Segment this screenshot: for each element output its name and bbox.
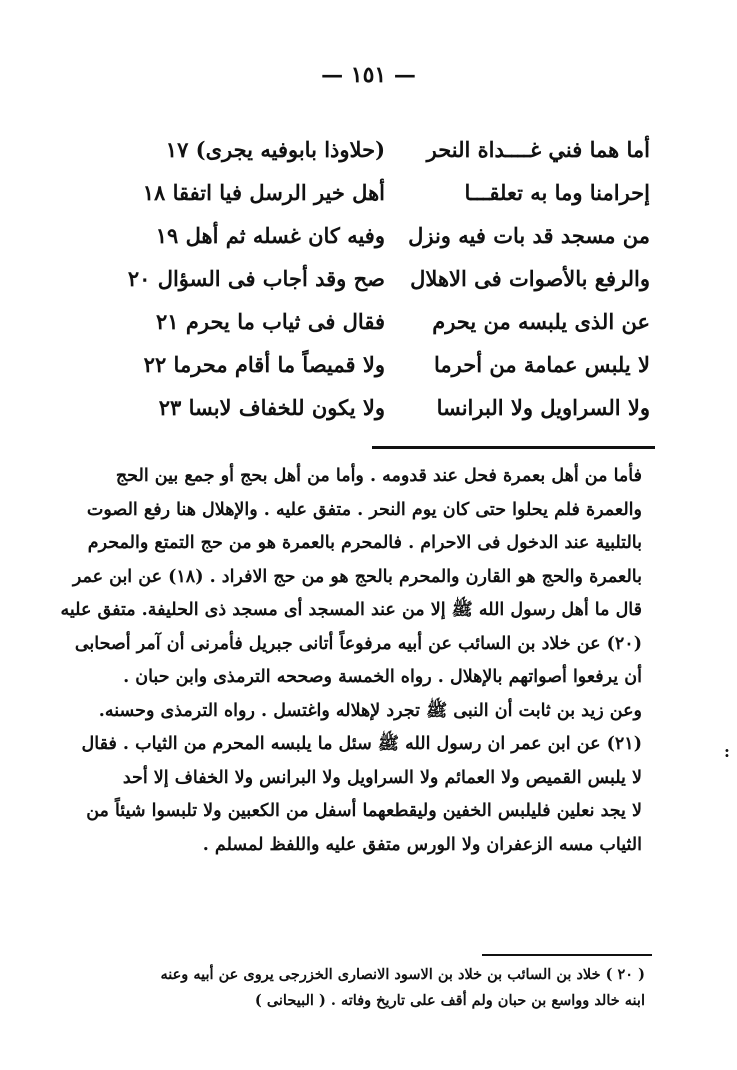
verse-first-hemistich: عن الذى يلبسه من يحرم: [432, 309, 650, 334]
verse-second-hemistich: وفيه كان غسله ثم أهل ١٩: [155, 223, 385, 248]
commentary-line: لا يجد نعلين فليلبس الخفين وليقطعهما أسفل من الكعبين ولا تلبسوا شيئاً من: [86, 801, 642, 821]
commentary-line: (٢٠) عن خلاد بن السائب عن أبيه مرفوعاً أتانى جبريل فأمرنى أن آمر أصحابى: [74, 633, 642, 654]
commentary-line: قال ما أهل رسول الله ﷺ إلا من عند المسجد أى مسجد ذى الحليفة. متفق عليه: [60, 600, 642, 620]
footnote-block: [160, 962, 645, 1014]
commentary-line: لا يلبس القميص ولا العمائم ولا السراويل ولا البرانس ولا الخفاف إلا أحد: [122, 767, 642, 788]
commentary-line: (٢١) عن ابن عمر ان رسول الله ﷺ سئل ما يلبسه المحرم من الثياب . فقال: [81, 734, 642, 754]
verse-second-hemistich: فقال فى ثياب ما يحرم ٢١: [156, 309, 385, 334]
verse-first-hemistich: لا يلبس عمامة من أحرما: [434, 352, 650, 377]
footnote-line: ( ٢٠ ) خلاد بن السائب بن خلاد بن الاسود الانصارى الخزرجى يروى عن أبيه وعنه: [160, 966, 645, 983]
poem-block: [127, 128, 650, 429]
verse-first-hemistich: ولا السراويل ولا البرانسا: [436, 395, 650, 420]
verse-first-hemistich: إحرامنا وما به تعلقـــا: [464, 180, 650, 205]
verse-second-hemistich: أهل خير الرسل فيا اتفقا ١٨: [142, 180, 385, 205]
margin-mark: :: [724, 742, 730, 761]
verse-first-hemistich: والرفع بالأصوات فى الاهلال: [410, 266, 650, 291]
commentary-line: أن يرفعوا أصواتهم بالإهلال . رواه الخمسة وصححه الترمذى وابن حبان .: [123, 667, 642, 687]
verse: [143, 343, 650, 386]
verse: [150, 128, 650, 171]
verse: [127, 257, 650, 300]
verse: [142, 171, 650, 214]
verse: [150, 214, 650, 257]
commentary-line: بالعمرة والحج هو القارن والمحرم بالحج هو من حج الافراد . (١٨) عن ابن عمر: [72, 566, 642, 587]
page-number: — ١٥١ —: [321, 62, 416, 88]
commentary-line: والعمرة فلم يحلوا حتى كان يوم النحر . متفق عليه . والإهلال هنا رفع الصوت: [86, 499, 642, 520]
verse-second-hemistich: ولا يكون للخفاف لابسا ٢٣: [158, 395, 385, 420]
verse-second-hemistich: (حلاوذا بابوفيه يجرى) ١٧: [165, 137, 385, 162]
verse-first-hemistich: من مسجد قد بات فيه ونزل: [408, 223, 650, 248]
footnote-divider-rule: [482, 954, 652, 956]
commentary-line: وعن زيد بن ثابت أن النبى ﷺ تجرد لإهلاله واغتسل . رواه الترمذى وحسنه.: [98, 700, 642, 721]
poem-divider-rule: [372, 446, 655, 449]
verse-second-hemistich: صح وقد أجاب فى السؤال ٢٠: [127, 266, 385, 291]
commentary-line: بالتلبية عند الدخول فى الاحرام . فالمحرم بالعمرة هو من حج التمتع والمحرم: [87, 533, 642, 553]
commentary-block: [60, 460, 642, 862]
verse: [150, 386, 650, 429]
commentary-line: فأما من أهل بعمرة فحل عند قدومه . وأما من أهل بحج أو جمع بين الحج: [115, 466, 642, 486]
verse: [150, 300, 650, 343]
footnote-line: ابنه خالد وواسع بن حبان ولم أقف على تاريخ وفاته . ( البيحانى ): [254, 992, 645, 1009]
verse-first-hemistich: أما هما فني غــــداة النحر: [426, 137, 650, 162]
commentary-line: الثياب مسه الزعفران ولا الورس متفق عليه واللفظ لمسلم .: [202, 834, 642, 855]
verse-second-hemistich: ولا قميصاً ما أقام محرما ٢٢: [143, 352, 385, 377]
